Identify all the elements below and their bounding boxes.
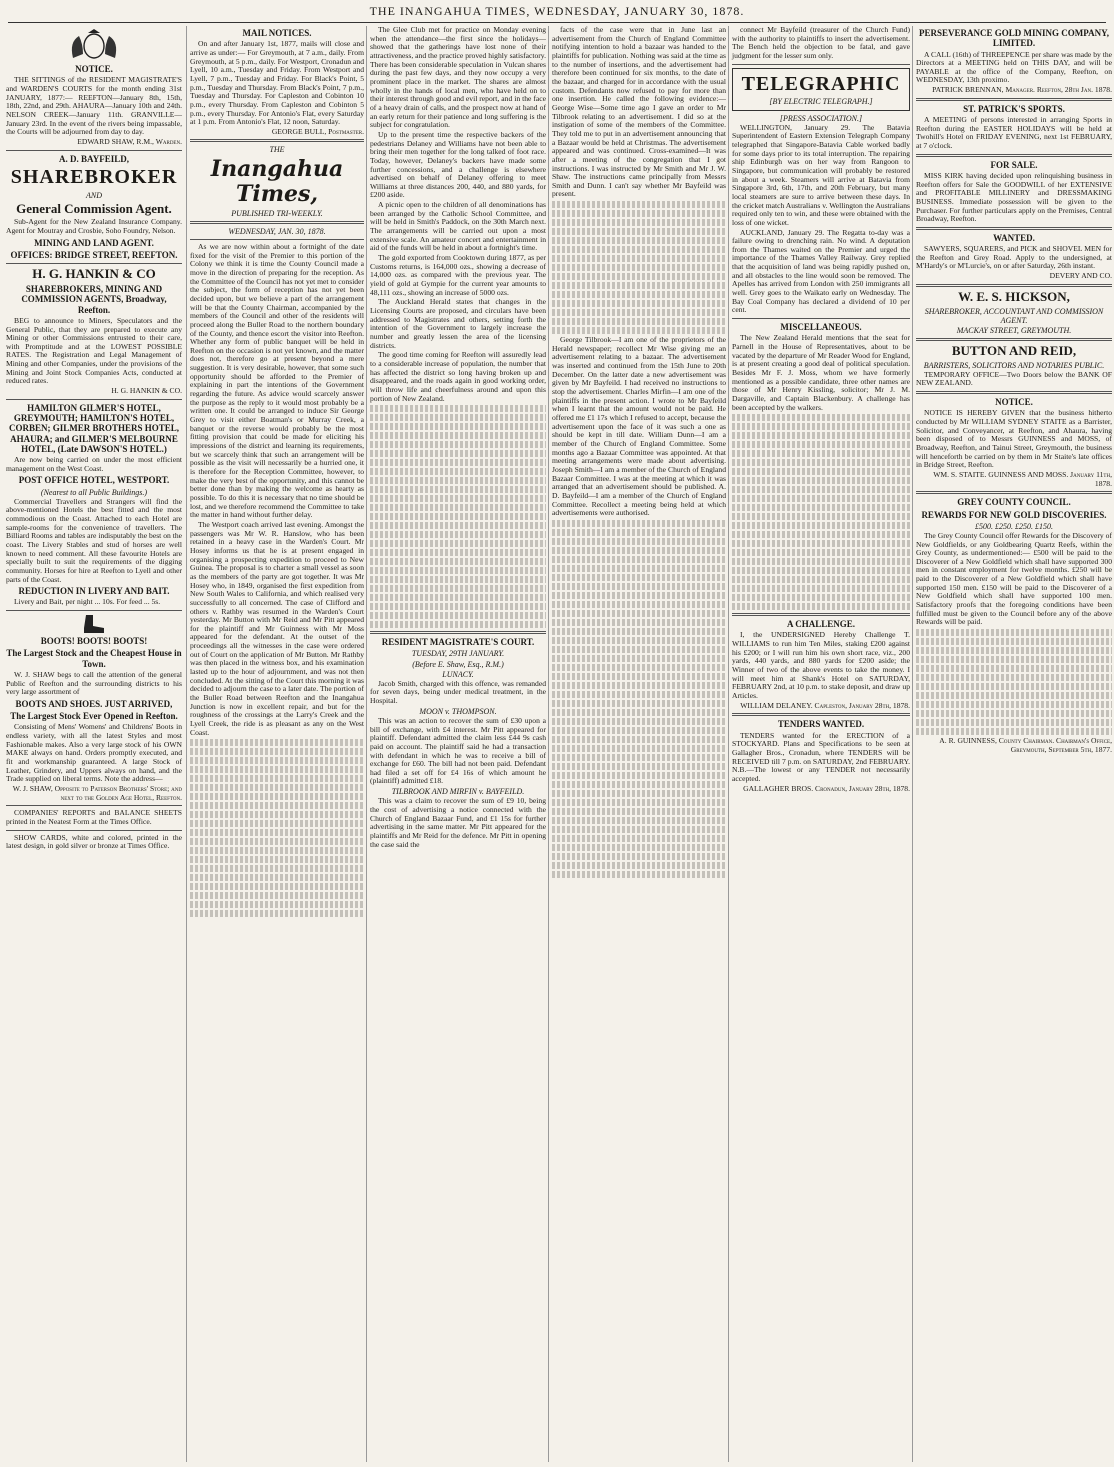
- picnic: A picnic open to the children of all denominations has been arranged by the Catholic School Committee, and will be held in Smith's Paddock, on the 30th March next. The arrangements will be carried out upon a most extensive scale. An amateur concert and entertainment in aid of the funds will be held in about a fortnight's time.: [370, 200, 546, 253]
- perseverance-signature: PATRICK BRENNAN, Manager. Reefton, 28th Jan. 1878.: [932, 85, 1112, 95]
- companies-note: COMPANIES' REPORTS and BALANCE SHEETS printed in the Neatest Form at the Times Office.: [6, 808, 182, 826]
- divider: [916, 154, 1112, 157]
- divider: [916, 338, 1112, 341]
- perseverance-title: PERSEVERANCE GOLD MINING COMPANY, LIMITED.: [918, 28, 1109, 49]
- licensing: The Auckland Herald states that changes in the Licensing Courts are proposed, and circulars have been addressed to Magistrates and others, setting forth the intention of the Government to largely increase the number and greatly lessen the area of the licensing districts.: [370, 297, 546, 350]
- column-4: [548, 26, 729, 1462]
- council-subtitle: REWARDS FOR NEW GOLD DISCOVERIES.: [921, 509, 1107, 520]
- column-5: [728, 26, 913, 1462]
- divider: [732, 318, 910, 319]
- bayfeild-trade: SHAREBROKER: [10, 165, 178, 188]
- divider: [916, 491, 1112, 494]
- notice-2-signature: WM. S. STAITE. GUINNESS AND MOSS. January 11th, 1878.: [933, 469, 1112, 488]
- evidence-2: George Tilbrook—I am one of the proprietors of the Herald newspaper; recollect Mr Wise giving me an advertisement relating to a bazaar. The advertisement was inserted and continued from the 15th June to 20th December. On the latter date a new advertisement was given by Mr Bayfeild. I had received no instructions to stop the advertisement. Charles Mirfin—I am one of the plaintiffs in the present action. I wrote to Mr Bayfeild when I learnt that the amount would not be paid. He offered me £1 17s which I refused to accept, because the advertisement upon the face of it was such a one as should be kept in till date. William Dunn—I am a member of the Church of England Committee. Some months ago a Bazaar Committee was appointed. At that meeting arrangements were made about advertising. Joseph Smith—I am a member of the Church of England Bazaar Committee. I was at the meeting at which it was arranged that an advertisement should be published. A. D. Bayfeild—I am a member of the Church of England Committee. Recollect a meeting being held at which advertisements were authorised.: [552, 335, 726, 518]
- council-title: GREY COUNTY COUNCIL.: [957, 497, 1071, 508]
- mail-title: MAIL NOTICES.: [242, 28, 312, 38]
- boots-body-2: Consisting of Mens' Womens' and Childrens' Boots in endless variety, with all the latest Styles and most Fashionable makes. Also a very large stock of his OWN MAKE always on hand. Orders promptly executed, and fit and workmanship guaranteed. A large Stock of Leather, Grindery, and Uppers always on hand, and the Trade supplied on liberal terms. Note the address—: [6, 722, 182, 784]
- council-signature: A. R. GUINNESS, County Chairman. Chairman's Office, Greymouth, September 5th, 1877.: [939, 736, 1112, 754]
- notice-title: NOTICE.: [75, 64, 113, 74]
- text-filler: [732, 414, 910, 610]
- council-amounts: £500. £250. £250. £150.: [975, 521, 1053, 531]
- perseverance-body: A CALL (16th) of THREEPENCE per share was made by the Directors at a MEETING held on THIS DAY, and will be PAYABLE at the office of the Company, Reefton, on WEDNESDAY, 13th proximo.: [916, 49, 1112, 85]
- leader-1: As we are now within about a fortnight of the date fixed for the visit of the Premier to this portion of the Colony we think it is time the County Council made a move in the direction of preparing for the reception. As the Committee of the Council has not yet met to consider the subject, the form of reception has not yet been decided upon, but we believe a part of the arrangement will be that the County Chairman, accompanied by the members of the Council and other of the residents will proceed along the Buller Road to the northern boundary of the County, and thence escort the visitor into Reefton. Whether any form of public banquet will be held in Reefton on the occasion is not yet known, and the matter does not, therefore go at present beyond a mere suggestion. It is very desirable, however, that some such opportunity should be afforded to the Premier of explaining in part the intentions of the Government regarding the future. As advice would scarcely answer the purpose as the reply to it would most probably be a written one. It could be arranged to induce Sir George Grey to visit either Boatman's or Murray Creek, a banquet or the reverse would probably be the most fitting provision that could be made for eliciting his impressions of the district and learning its requirements, but we scarcely think that such an arrangement will be possible as the visit will necessarily be a hurried one, it is therefore for the Reception Committee, however, to make the very best of the opportunity, and this cannot be better done than by making the welcome as hearty as possible. To do this it is necessary that no time should be lost, and we therefore recommend the Committee to take the matter in hand without further delay.: [190, 241, 364, 520]
- column-3: [366, 26, 549, 1462]
- paper-the: THE: [269, 145, 285, 155]
- challenge-body: I, the UNDERSIGNED Hereby Challenge T. WILLIAMS to run him Ten Miles, staking £200 against his £200; or I will run him his own short race, viz., 200 yards, 440 yards, and 880 yards for £200 aside; the Winner of two of the above events to take the money. I will meet him at Shank's Hotel on SATURDAY, FEBRUARY 2nd, at 10 p.m. to stake deposit, and draw up Articles.: [732, 630, 910, 701]
- boots-stock: BOOTS AND SHOES. JUST ARRIVED,: [15, 698, 173, 709]
- boots-title: BOOTS! BOOTS! BOOTS!: [40, 636, 148, 647]
- post-office-title: POST OFFICE HOTEL, WESTPORT.: [18, 475, 170, 486]
- tenders-body: TENDERS wanted for the ERECTION of a STOCKYARD. Plans and Specifications to be seen at Gallagher Bros., Cronadun, where TENDERS will be RECEIVED till 7 p.m. on SATURDAY, 2nd FEBRUARY. N.B.—The lowest or any TENDER not necessarily accepted.: [732, 730, 910, 783]
- pedestrian: Up to the present time the respective backers of the pedestrians Delaney and Williams have not been able to bring their men together for the long talked of foot race. Today, however, Delaney's backers have made some further concessions, and a challenge is elsewhere advertised on behalf of Delaney offering to meet Williams at three distances 200, 440, and 880 yards, for £200 aside.: [370, 129, 546, 200]
- misc-body: The New Zealand Herald mentions that the seat for Parnell in the House of Representatives, about to be vacated by the departure of Mr Reader Wood for England, is at present creating a good deal of political speculation. Besides Mr F. J. Moss, whom we have formerly mentioned as a possible candidate, three other names are those of Mr Henry Kissling, solicitor; Mr J. M. Dargaville, and Captain Blackenbury. A challenge has been accepted by the walkers.: [732, 333, 910, 412]
- divider: [6, 830, 182, 831]
- sports-title: ST. PATRICK'S SPORTS.: [963, 103, 1065, 114]
- gold: The gold exported from Cooktown during 1877, as per Customs returns, is 164,000 ozs., showing a decrease of 14,000 ozs. as compared with the previous year. The yield of gold at Gympie for the current year amounts to 48,111 ozs., showing an increase of 5000 ozs.: [370, 253, 546, 297]
- showcards-note: SHOW CARDS, white and colored, printed in the latest design, in gold silver or bronze at Times Office.: [6, 832, 182, 851]
- text-filler: [552, 520, 726, 878]
- paper-sub: PUBLISHED TRI-WEEKLY.: [231, 208, 323, 218]
- royal-crest-icon: [59, 28, 129, 62]
- post-office-body: Commercial Travellers and Strangers will find the above-mentioned Hotels the best fitted and the most commodious on the Coast. Attached to each Hotel are sample-rooms for the convenience of travellers. The Billiard Rooms and tables are indisputably the best on the coast. The Livery Stables and stud of horses are well known to need comment. All these favourite Hotels are specially built to suit the requirements of the digging community. Horses for hire at Reefton to Lyell and other parts of the Coast.: [6, 496, 182, 584]
- hotels-body: Are now being carried on under the most efficient management on the West Coast.: [6, 455, 182, 473]
- bayfeild-body: Sub-Agent for the New Zealand Insurance Company. Agent for Moutray and Crosbie, Soho Foundry, Nelson.: [6, 217, 182, 236]
- divider: [916, 391, 1112, 394]
- mail-signature: GEORGE BULL, Postmaster.: [271, 126, 364, 136]
- divider: [6, 263, 182, 264]
- divider: [732, 713, 910, 716]
- bayfeild-mining: MINING AND LAND AGENT.: [34, 237, 154, 248]
- hankin-name: H. G. HANKIN & CO: [32, 266, 156, 282]
- tenders-signature: GALLAGHER BROS. Cronadun, January 28th, 1878.: [743, 783, 910, 793]
- column-6: [912, 26, 1114, 1462]
- sports-body: A MEETING of persons interested in arranging Sports in Reefton during the EASTER HOLIDAYS will be held at Twohill's Hotel on FRIDAY EVENING, next 1st FEBRUARY, at 7 o'clock.: [916, 115, 1112, 150]
- button-reid-office: TEMPORARY OFFICE—Two Doors below the BANK OF NEW ZEALAND.: [916, 369, 1112, 388]
- boots-headline: The Largest Stock and the Cheapest House in Town.: [6, 648, 182, 669]
- hickson-address: MACKAY STREET, GREYMOUTH.: [956, 325, 1072, 335]
- tunnel: The good time coming for Reefton will assuredly lead to a considerable increase of population, the number that has affected the district so long having broken up and disappeared, and the roads again in good working order, will throw life and cheerfulness around and upon this portion of New Zealand.: [370, 350, 546, 403]
- court-lunacy: LUNACY.: [442, 669, 474, 679]
- hotels-title: HAMILTON GILMER'S HOTEL, GREYMOUTH; HAMILTON'S HOTEL, CORBEN; GILMER BROTHERS HOTEL, AHAURA; and GILMER'S MELBOURNE HOTEL, (Late DAWSON'S HOTEL.): [8, 402, 180, 454]
- paper-name: Inangahua Times,: [210, 155, 344, 207]
- glee-club: The Glee Club met for practice on Monday evening when the attendance—the first since the holidays—showed that the gatherings have lost none of their attractiveness, and the practice proved highly satisfactory. There has been considerable speculation in Vulcan shares during the past few days, and they now occupy a very prominent place in the market. The shares are almost wholly in the hands of local men, who have held on to their interest through good and evil report, and in the face of a heavy drain of calls, and the prospect now at hand of an early return for their patience and long suffering is the subject for congratulation.: [370, 26, 546, 130]
- boots-signature: W. J. SHAW, Opposite to Paterson Brothers' Store; and next to the Golden Age Hotel, Reefton.: [12, 783, 182, 802]
- divider: [190, 221, 364, 224]
- text-filler: [370, 405, 546, 628]
- court-body-3: This was a claim to recover the sum of £9 10, being the cost of advertising a notice connected with the Church of England Bazaar Fund, and £1 15s for further advertising in the same matter. Mr Pitt appeared for the plaintiffs and Mr Reid for the defence. Mr Pitt in opening the case said the: [370, 796, 546, 849]
- notice-2-body: NOTICE IS HEREBY GIVEN that the business hitherto conducted by Mr WILLIAM SYDNEY STAITE as a Barrister, Solicitor, and Conveyancer, at Reefton, and Ahaura, having been disposed of to Messrs GUINNESS and MOSS, of Broadway, Reefton, and Tainui Street, Greymouth, the business will henceforth be carried on by them in Mr Staite's late offices in Bridge Street, Reefton.: [916, 408, 1112, 470]
- tele-wellington: WELLINGTON, January 29. The Batavia Superintendent of Eastern Extension Telegraph Company telegraphed that Singapore-Batavia Cable worked badly for some days prior to its total interruption. The repairing ship Edinburgh was on her way from Rangoon to Singapore, but communication will probably be restored in about a week. Steamers will arrive at Batavia from Singapore 3rd, 6th, 17th, and 20th February, but many local steamers are sure to arrive between these days. In the cricket match Australians v. Wellington the Australians required only ten to win, and these were obtained with the loss of one wicket.: [732, 122, 911, 227]
- council-body: The Grey County Council offer Rewards for the Discovery of New Goldfields, or any Goldbearing Quartz Reefs, within the Grey County, as undermentioned:— £500 will be paid to the Discoverer of a New Goldfield which shall have supported 300 men in constant employment for twelve months. £250 will be paid to the Discoverer of a New Goldfield which shall have supported 150 men. £150 will be paid to the Discoverer of a New Goldfield which shall have supported 100 men. Satisfactory proofs that the foregoing conditions have been fulfilled must be given to the Council before any of the above Rewards will be paid.: [916, 530, 1112, 627]
- divider: [190, 139, 364, 142]
- court-date: TUESDAY, 29TH JANUARY.: [411, 649, 505, 659]
- mail-body: On and after January 1st, 1877, mails will close and arrive as under:— For Greymouth, at 7 a.m., daily. From Greymouth, at 5 p.m., daily. For Westport, Cronadun and Lyell, 10 a.m., Tuesday and Friday. From Westport and Lyell, 7 p.m., Tuesday and Friday. For Black's Point, 5 p.m., Tuesday and Thursday. From Black's Point, 7 p.m., Tuesday and Thursday. For Capleston and Cobinton 10 p.m., every Thursday. From Capleston and Cobinton 5 p.m., every Thursday. For Antonio's Flat, every Saturday at 1 p.m. From Antonio's Flat, 12 noon, Saturday.: [190, 39, 364, 127]
- leader-2: The Westport coach arrived last evening. Amongst the passengers was Mr W. R. Hanslow, who has been retained in a heavy case in the Warden's Court. Mr Hosey informs us that he is at present engaged in organising a prospecting expedition to proceed to New Guinea. The proposal is to charter a small vessel as soon as the members of the party are got together. It was Mr Hosey who, in 1849, organised the first expedition from New South Wales to California, and which realised very successfully to all concerned. The case of Clifford and others v. Rathby was resumed in the Warden's Court yesterday. Mr Button with Mr Reid and Mr Pitt appeared for the plaintiff and Mr Guinness with Mr Moss appeared for the defendant. At the outset of the proceedings all the witnesses in the case were ordered out of Court on the application of Mr Button. Mr Rathby was then placed in the witness box, and his examination lasted up to the hour of adjournment, and was not then concluded. At the sitting of the Court this morning it was decided to adjourn the case to a later date. The portion of the Buller Road between Reefton and the Inangahua Junction is now in excellent repair, and but for the roughness of the crossings at the Larry's Creek and the Lyell Creek, the ride is as pleasant as any on the West Coast.: [190, 519, 364, 737]
- hickson-name: W. E. S. HICKSON,: [958, 288, 1070, 304]
- court-body-2: This was an action to recover the sum of £30 upon a bill of exchange, with £4 interest. Mr Pitt appeared for plaintiff. Defendant admitted the claim less £44 9s cash paid on account. The plaintiff said he had a transaction with defendant in which he was to receive a bill of exchange for £60. The bill had not been paid. Defendant had filed a set off for £4 16s of which amount he (plaintiff) admitted £18.: [370, 715, 546, 786]
- text-filler: [190, 739, 364, 917]
- boot-icon: [82, 614, 106, 634]
- divider: [6, 610, 182, 611]
- text-filler: [552, 201, 726, 334]
- post-office-sub: (Nearest to all Public Buildings.): [40, 487, 148, 497]
- button-reid-trade: BARRISTERS, SOLICITORS AND NOTARIES PUBLIC.: [923, 360, 1105, 370]
- misc-title: MISCELLANEOUS.: [780, 322, 862, 333]
- tele-sub: [BY ELECTRIC TELEGRAPH.]: [769, 97, 873, 107]
- bayfeild-and: AND: [86, 190, 102, 200]
- wanted-signature: DEVERY AND CO.: [1049, 271, 1112, 281]
- button-reid-name: BUTTON AND REID,: [951, 342, 1077, 358]
- bayfeild-name: A. D. BAYFEILD,: [59, 153, 129, 164]
- tele-title: TELEGRAPHIC: [741, 72, 901, 95]
- plaintiff-judgment: connect Mr Bayfeild (treasurer of the Church Fund) with the authority to plaintiffs to insert the advertisement. The Bench held the objection to be fatal, and gave judgment for the lesser sum only.: [732, 26, 910, 60]
- tele-auckland: AUCKLAND, January 29. The Regatta to-day was a failure owing to drenching rain. No wind. A deputation from the Thames waited on the Premier and urged the importance of the Thames Valley Railway. Grey replied that the acquisition of land was being rapidly pushed on, and all obstacles to the line would soon be removed. The Apelles has arrived from London with 250 immigrants all well. Grey goes to the Waikato early on Wednesday. The Bay Coal Company has declared a dividend of 10 per cent.: [732, 227, 910, 315]
- boots-headline-2: The Largest Stock Ever Opened in Reefton.: [10, 711, 178, 722]
- notice-signature: EDWARD SHAW, R.M., Warden.: [77, 136, 182, 146]
- reduction-body: Livery and Bait, per night ... 10s. For feed ... 5s.: [14, 597, 161, 607]
- wanted-title: WANTED.: [993, 232, 1035, 243]
- divider: [916, 227, 1112, 230]
- hickson-trade: SHAREBROKER, ACCOUNTANT AND COMMISSION AGENT.: [924, 306, 1104, 325]
- hankin-body: BEG to announce to Miners, Speculators and the General Public, that they are prepared to execute any Mining or other Commissions entrusted to their care, with Promptitude and at the LOWEST POSSIBLE RATES. The Registration and Legal Management of Mining and other Companies, under the provisions of the Mining and Joint Stock Companies Acts, conducted at reduced rates.: [6, 315, 182, 386]
- sale-body: MISS KIRK having decided upon relinquishing business in Reefton offers for Sale the GOODWILL of her EXTENSIVE and PROFITABLE MILLINERY and DRESSMAKING BUSINESS. Immediate possession will be given to the Purchaser. For further particulars apply on the Premises, Central Broadway, Reefton.: [916, 170, 1112, 224]
- notice-body: THE SITTINGS of the RESIDENT MAGISTRATE'S and WARDEN'S COURTS for the month ending 31st JANUARY, 1877:— REEFTON—January 8th, 15th, 18th, 22nd, and 29th. AHAURA—January 10th and 24th. NELSON CREEK—January 11th. GRANVILLE—January 23rd. In the event of the rivers being impassable, the Courts will be adjourned from day to day.: [6, 75, 182, 137]
- divider: [732, 613, 910, 616]
- challenge-signature: WILLIAM DELANEY. Capleston, January 28th, 1878.: [740, 700, 910, 710]
- court-case-2: TILBROOK AND MIRFIN v. BAYFEILD.: [391, 787, 525, 797]
- column-1: [6, 26, 185, 1462]
- divider: [916, 284, 1112, 287]
- hankin-signature: H. G. HANKIN & CO.: [111, 386, 182, 396]
- divider: [6, 805, 182, 806]
- tenders-title: TENDERS WANTED.: [777, 719, 865, 730]
- court-case-1: MOON v. THOMPSON.: [419, 706, 497, 716]
- notice-2-title: NOTICE.: [995, 397, 1033, 408]
- boots-body: W. J. SHAW begs to call the attention of the general Public of Reefton and the surrounding districts to his very large assortment of: [6, 669, 182, 697]
- column-2: [186, 26, 367, 1462]
- court-body: Jacob Smith, charged with this offence, was remanded for seven days, being under medical treatment, in the Hospital.: [370, 678, 546, 706]
- court-title: RESIDENT MAGISTRATE'S COURT.: [381, 637, 535, 648]
- bayfeild-offices: OFFICES: BRIDGE STREET, REEFTON.: [10, 250, 178, 261]
- divider: [370, 631, 546, 634]
- telegraphic-header: [732, 68, 910, 111]
- reduction-title: REDUCTION IN LIVERY AND BAIT.: [18, 586, 170, 597]
- divider: [190, 239, 364, 240]
- divider: [916, 98, 1112, 101]
- challenge-title: A CHALLENGE.: [786, 619, 855, 630]
- divider: [6, 150, 182, 151]
- hankin-trade: SHAREBROKERS, MINING AND COMMISSION AGENTS, Broadway, Reefton.: [21, 284, 167, 315]
- divider: [732, 64, 910, 65]
- paper-date: WEDNESDAY, JAN. 30, 1878.: [228, 226, 326, 236]
- evidence: facts of the case were that in June last an advertisement from the Church of England Committee notifying intention to hold a bazaar was handed to the plaintiffs for publication. Nothing was said at the time as to the number of insertions, and the advertisement had therefore been continued for six months, to the date of the bazaar, and charged for in accordance with the usual custom. Defendants now refused to pay for more than one insertion. He called the following evidence:— George Wise—Some time ago I gave an order to Mr Tilbrook relating to an advertisement. I did so at the instigation of some of the members of the Committee. They told me to put in an advertisement announcing that a Bazaar would be held at Christmas. The advertisement appeared and was continued. Cross-examined—It was after a meeting of the congregation that I got instructions. I was instructed by Mr Smith and Mr J. W. Shaw. The instructions came principally from Messrs Smith and Dunn. I can't say whether Mr Bayfeild was present.: [552, 26, 726, 199]
- divider: [6, 399, 182, 400]
- text-filler: [916, 629, 1112, 735]
- court-before: (Before E. Shaw, Esq., R.M.): [412, 659, 504, 669]
- tele-assoc: [PRESS ASSOCIATION.]: [779, 113, 863, 123]
- masthead: THE INANGAHUA TIMES, WEDNESDAY, JANUARY 30, 1878.: [8, 4, 1106, 23]
- sale-title: FOR SALE.: [990, 159, 1038, 170]
- bayfeild-agent: General Commission Agent.: [16, 200, 172, 216]
- wanted-body: SAWYERS, SQUARERS, and PICK and SHOVEL MEN for the Reefton and Grey Road. Apply to the undersigned, at M'Hardy's or M'Lurcie's, on or after Saturday, 26th instant.: [916, 244, 1112, 271]
